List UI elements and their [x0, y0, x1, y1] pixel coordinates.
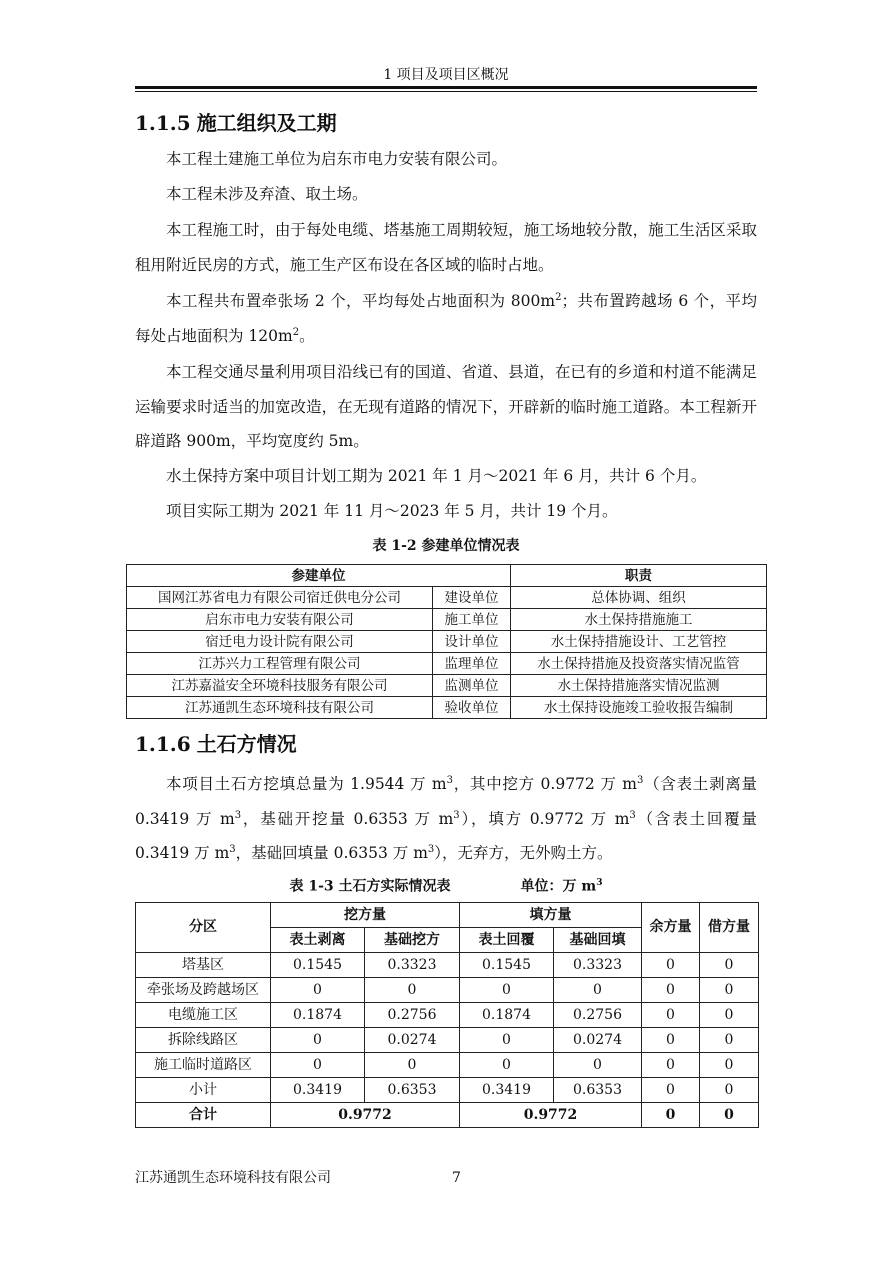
role-cell: 施工单位 [433, 609, 511, 631]
table-row [127, 675, 767, 697]
value-cell: 0 [642, 1028, 700, 1053]
duty-cell: 水土保持措施施工 [511, 609, 767, 631]
header-topsoil-strip: 表土剥离 [271, 928, 365, 953]
header-borrow: 借方量 [700, 903, 759, 953]
value-cell: 0.0274 [365, 1028, 460, 1053]
value-cell: 0 [642, 1078, 700, 1103]
paragraph-actual-period: 项目实际工期为 2021 年 11 月～2023 年 5 月，共计 19 个月。 [166, 502, 618, 520]
section-number: 1.1.6 [135, 732, 191, 756]
table-row [127, 697, 767, 719]
zone-cell: 塔基区 [136, 953, 271, 978]
value-cell: 0.3419 [460, 1078, 554, 1103]
running-header: 1 项目及项目区概况 [383, 67, 509, 83]
table-row [136, 1028, 759, 1053]
participating-units-table [126, 564, 767, 719]
header-foundation-excavation: 基础挖方 [365, 928, 460, 953]
duty-cell: 水土保持设施竣工验收报告编制 [511, 697, 767, 719]
section-heading-1-1-5 [135, 110, 337, 136]
value-cell: 0.2756 [554, 1003, 642, 1028]
section-heading-1-1-6 [135, 731, 297, 757]
value-cell: 0.3323 [554, 953, 642, 978]
footer-organization: 江苏通凯生态环境科技有限公司 [135, 1170, 331, 1186]
earthwork-table [135, 902, 759, 1128]
zone-cell: 合计 [136, 1103, 271, 1128]
table-row [127, 609, 767, 631]
table-row [127, 587, 767, 609]
header-duty: 职责 [511, 565, 767, 587]
section-title: 土石方情况 [196, 732, 297, 756]
value-cell: 0 [554, 978, 642, 1003]
duty-cell: 水土保持措施及投资落实情况监管 [511, 653, 767, 675]
table-total-row [136, 1103, 759, 1128]
org-cell: 国网江苏省电力有限公司宿迁供电分公司 [127, 587, 433, 609]
table-row [136, 1078, 759, 1103]
value-cell: 0 [365, 1053, 460, 1078]
section-title: 施工组织及工期 [196, 111, 337, 135]
value-cell: 0 [365, 978, 460, 1003]
value-cell: 0 [642, 1003, 700, 1028]
paragraph-construction-sites: 本工程施工时，由于每处电缆、塔基施工周期较短，施工场地较分散，施工生活区采取租用附近民房的方式，施工生产区布设在各区域的临时占地。 [135, 221, 757, 274]
duty-cell: 水土保持措施设计、工艺管控 [511, 631, 767, 653]
duty-cell: 水土保持措施落实情况监测 [511, 675, 767, 697]
value-cell: 0.3419 [271, 1078, 365, 1103]
total-borrow-cell: 0 [700, 1103, 759, 1128]
table-row [136, 953, 759, 978]
table-row [127, 653, 767, 675]
zone-cell: 拆除线路区 [136, 1028, 271, 1053]
org-cell: 宿迁电力设计院有限公司 [127, 631, 433, 653]
org-cell: 江苏通凯生态环境科技有限公司 [127, 697, 433, 719]
paragraph-tension-crossing-sites: 本工程共布置牵张场 2 个，平均每处占地面积为 $800m^2$；共布置跨越场 6 个，平均每处占地面积为 $120m^2$。 [135, 291, 757, 345]
value-cell: 0 [460, 978, 554, 1003]
org-cell: 启东市电力安装有限公司 [127, 609, 433, 631]
section-number: 1.1.5 [135, 111, 191, 135]
value-cell: 0 [271, 1028, 365, 1053]
value-cell: 0 [700, 1028, 759, 1053]
table-1-2-caption: 表 1-2 参建单位情况表 [372, 538, 520, 554]
zone-cell: 电缆施工区 [136, 1003, 271, 1028]
header-surplus: 余方量 [642, 903, 700, 953]
total-excavation-cell: 0.9772 [271, 1103, 460, 1128]
zone-cell: 施工临时道路区 [136, 1053, 271, 1078]
value-cell: 0.3323 [365, 953, 460, 978]
zone-cell: 小计 [136, 1078, 271, 1103]
value-cell: 0 [642, 953, 700, 978]
table-row [136, 1003, 759, 1028]
paragraph-spoil-borrow: 本工程未涉及弃渣、取土场。 [166, 185, 368, 203]
value-cell: 0 [642, 978, 700, 1003]
total-surplus-cell: 0 [642, 1103, 700, 1128]
value-cell: 0.6353 [365, 1078, 460, 1103]
table-header-row [127, 565, 767, 587]
value-cell: 0.0274 [554, 1028, 642, 1053]
value-cell: 0.2756 [365, 1003, 460, 1028]
header-rule-thin [135, 91, 757, 92]
value-cell: 0.6353 [554, 1078, 642, 1103]
role-cell: 监测单位 [433, 675, 511, 697]
table-row [127, 631, 767, 653]
role-cell: 设计单位 [433, 631, 511, 653]
header-foundation-fill: 基础回填 [554, 928, 642, 953]
page-number: 7 [452, 1170, 461, 1186]
value-cell: 0 [700, 1078, 759, 1103]
value-cell: 0 [700, 978, 759, 1003]
paragraph-contractor: 本工程土建施工单位为启东市电力安装有限公司。 [166, 150, 508, 168]
value-cell: 0 [700, 953, 759, 978]
value-cell: 0 [271, 1053, 365, 1078]
header-zone: 分区 [136, 903, 271, 953]
zone-cell: 牵张场及跨越场区 [136, 978, 271, 1003]
paragraph-earthwork: 本项目土石方挖填总量为 1.9544 万 $m^3$，其中挖方 0.9772 万 $m^3$（含表土剥离量 0.3419 万 $m^3$，基础开挖量 0.6353 万 $m^3$），填方 0.9772 万 $m^3$（含表土回覆量 0.3419 万 $m^3$，基础回填量 0.6353 万 $m^3$），无弃方，无外购土方。 [135, 774, 757, 862]
role-cell: 验收单位 [433, 697, 511, 719]
role-cell: 建设单位 [433, 587, 511, 609]
org-cell: 江苏嘉溢安全环境科技服务有限公司 [127, 675, 433, 697]
header-fill: 填方量 [460, 903, 642, 928]
value-cell: 0.1545 [271, 953, 365, 978]
header-excavation: 挖方量 [271, 903, 460, 928]
value-cell: 0 [460, 1053, 554, 1078]
table-row [136, 978, 759, 1003]
header-participating-unit: 参建单位 [127, 565, 511, 587]
value-cell: 0.1545 [460, 953, 554, 978]
paragraph-planned-period: 水土保持方案中项目计划工期为 2021 年 1 月～2021 年 6 月，共计 6 个月。 [166, 467, 707, 485]
total-fill-cell: 0.9772 [460, 1103, 642, 1128]
paragraph-roads: 本工程交通尽量利用项目沿线已有的国道、省道、县道，在已有的乡道和村道不能满足运输要求时适当的加宽改造，在无现有道路的情况下，开辟新的临时施工道路。本工程新开辟道路 900m，平均宽度约 5m。 [135, 363, 757, 450]
value-cell: 0 [642, 1053, 700, 1078]
table-1-3-caption: 表 1-3 土石方实际情况表 单位：万 $m^3$ [289, 878, 603, 895]
header-topsoil-cover: 表土回覆 [460, 928, 554, 953]
value-cell: 0 [554, 1053, 642, 1078]
value-cell: 0.1874 [460, 1003, 554, 1028]
header-rule-thick [135, 86, 757, 89]
value-cell: 0 [700, 1003, 759, 1028]
role-cell: 监理单位 [433, 653, 511, 675]
duty-cell: 总体协调、组织 [511, 587, 767, 609]
value-cell: 0.1874 [271, 1003, 365, 1028]
org-cell: 江苏兴力工程管理有限公司 [127, 653, 433, 675]
value-cell: 0 [700, 1053, 759, 1078]
table-row [136, 1053, 759, 1078]
value-cell: 0 [271, 978, 365, 1003]
table-header-row [136, 903, 759, 928]
value-cell: 0 [460, 1028, 554, 1053]
